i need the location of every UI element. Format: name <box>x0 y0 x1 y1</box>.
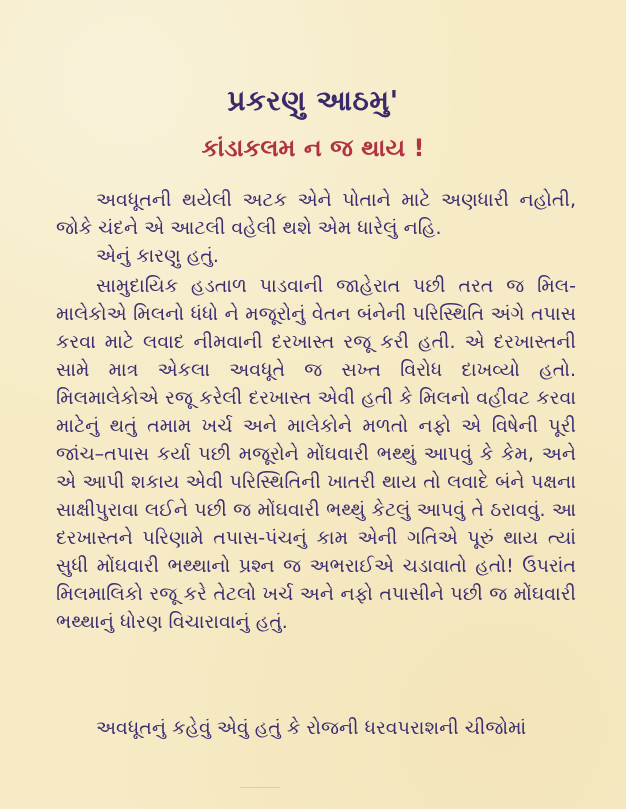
page-footer-mark <box>240 787 280 788</box>
paragraph-text: સામુદાયિક હડતાળ પાડવાની જાહેરાત પછી તરત જ મિલ-માલેકોએ મિલનો ધંધો ને મજૂરોનું વેતન બંનેની પરિસ્થિતિ અંગે તપાસ કરવા માટે લવાદ નીમવાની દરખાસ્ત રજૂ કરી હતી. એ દરખાસ્તની સામે માત્ર એકલા અવધૂતે જ સખ્ત વિરોધ દાખવ્યો હતો. મિલમાલેકોએ રજૂ કરેલી દરખાસ્ત એવી હતી કે મિલનો વહીવટ કરવા માટેનું થતું તમામ ખર્ચ અને માલેકોને મળતો નફો એ વિષેની પૂરી જાંચ–તપાસ કર્યા પછી મજૂરોને મોંઘવારી ભથ્થું આપવું કે કેમ, અને એ આપી શકાય એવી પરિસ્થિતિની ખાતરી થાય તો લવાદે બંને પક્ષના સાક્ષીપુરાવા લઈને પછી જ મોંઘવારી ભથ્થું કેટલું આપવું તે ઠરાવવું. આ દરખાસ્તને પરિણામે તપાસ-પંચનું કામ એની ગતિએ પૂરું થાય ત્યાં સુધી મોંઘવારી ભથ્થાનો પ્રશ્ન જ અભરાઈએ ચડાવાતો હતો! ઉપરાંત મિલમાલિકો રજૂ કરે તેટલો ખર્ચ અને નફો તપાસીને પછી જ મોંઘવારી ભથ્થાનું ધોરણ વિચારાવાનું હતું. <box>56 275 576 633</box>
paragraph-1 <box>56 186 576 242</box>
chapter-subtitle: કાંડાકલમ ન જ થાય ! <box>201 134 425 162</box>
chapter-title: પ્રકરણુ આઠમુ' <box>227 84 399 117</box>
paragraph-2 <box>56 242 576 270</box>
paragraph-text: એનું કારણુ હતું. <box>96 245 219 267</box>
paragraph-text: અવધૂતની થયેલી અટક એને પોતાને માટે અણધારી નહોતી, જોકે ચંદને એ આટલી વહેલી થશે એમ ધારેલું નહિ. <box>56 189 576 239</box>
paragraph-4 <box>56 714 576 742</box>
paragraph-text: અવધૂતનું કહેવું એવું હતું કે રોજની ધરવપરાશની ચીજોમાં <box>96 717 527 739</box>
paragraph-3 <box>56 272 576 636</box>
